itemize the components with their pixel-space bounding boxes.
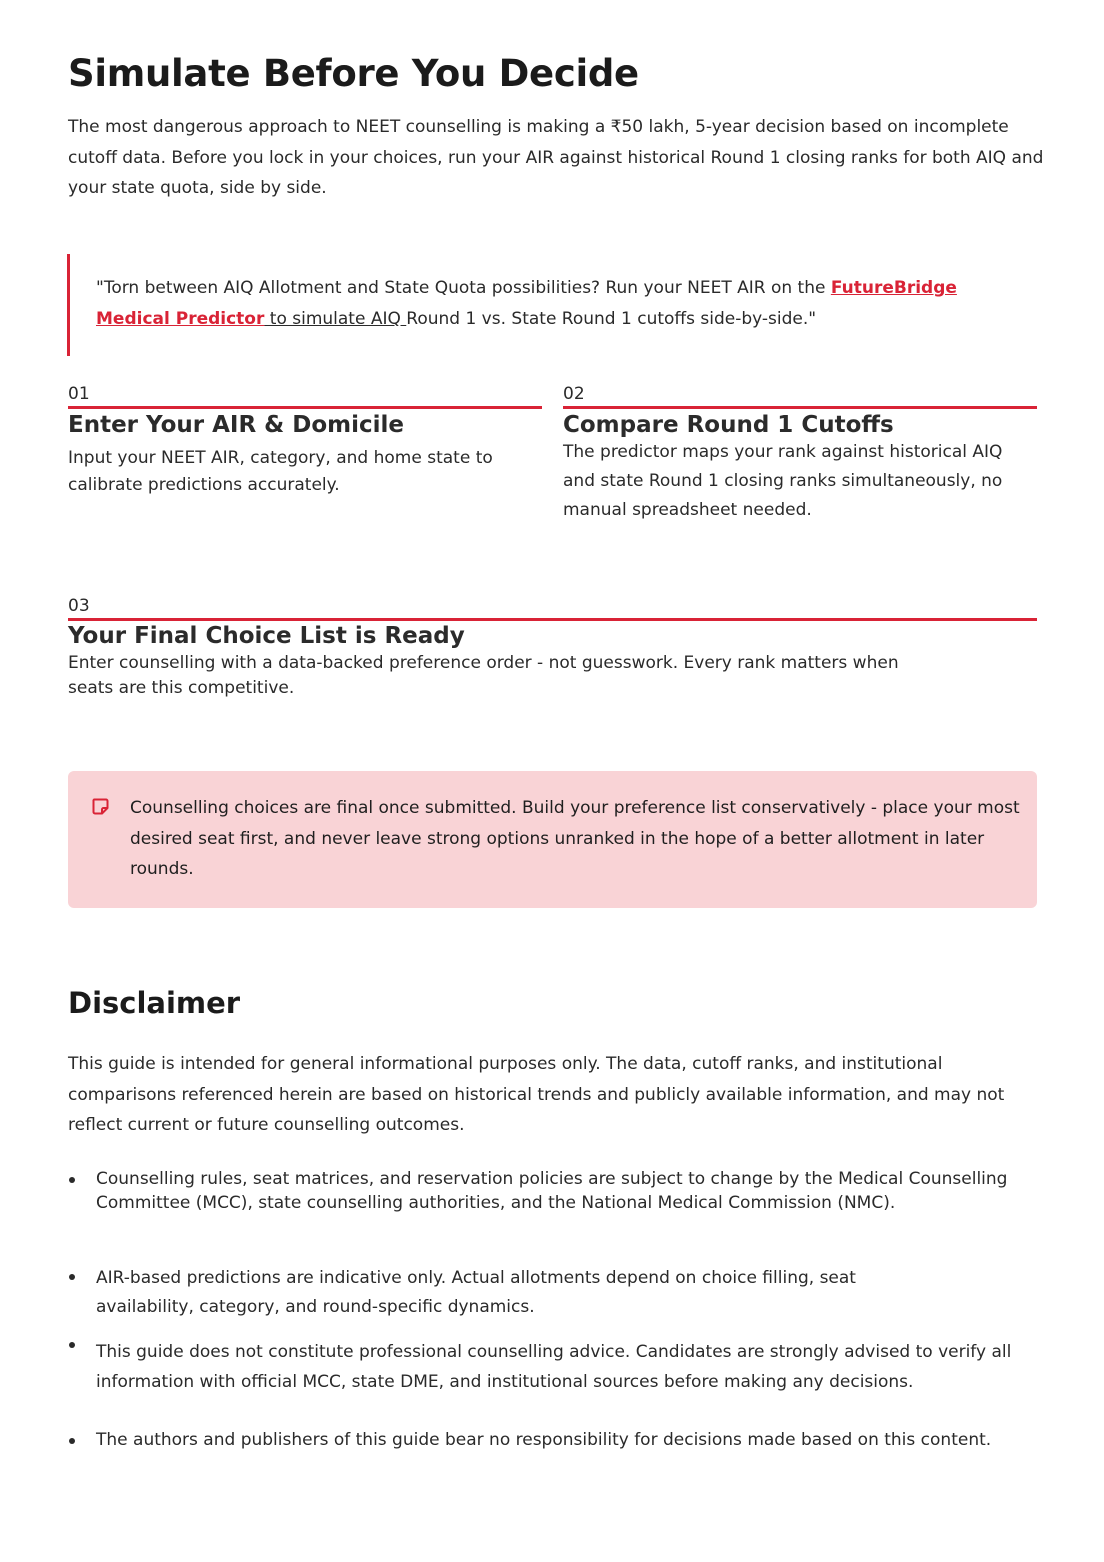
bullet-4-dot [69, 1438, 75, 1444]
step-1-title: Enter Your AIR & Domicile [68, 412, 404, 438]
quote-accent-bar [67, 254, 70, 356]
quote-link-tail: to simulate AIQ [264, 309, 407, 329]
step-3-rule [68, 618, 1037, 621]
step-1-rule [68, 406, 542, 409]
disclaimer-bullet-4: The authors and publishers of this guide bear no responsibility for decisions made based on this content. [96, 1430, 992, 1450]
step-1-description: Input your NEET AIR, category, and home state to calibrate predictions accurately. [68, 448, 493, 495]
step-3-title: Your Final Choice List is Ready [68, 623, 465, 649]
disclaimer-heading: Disclaimer [68, 986, 241, 1020]
quote-text-after: Round 1 vs. State Round 1 cutoffs side-by-side." [406, 309, 817, 329]
disclaimer-bullet-2: AIR-based predictions are indicative only. Actual allotments depend on choice filling, seat availability, category, and round-specific dynamics. [96, 1268, 856, 1317]
callout-text: Counselling choices are final once submitted. Build your preference list conservatively - place your most desired seat first, and never leave strong options unranked in the hope of a better allotment in later rounds. [130, 798, 1020, 879]
note-icon [91, 797, 109, 815]
bullet-2-dot [69, 1274, 75, 1280]
page-title: Simulate Before You Decide [68, 52, 639, 95]
step-3-number: 03 [68, 596, 90, 616]
step-3-description: Enter counselling with a data-backed preference order - not guesswork. Every rank matters when seats are this competitive. [68, 653, 899, 698]
bullet-3-dot [69, 1342, 75, 1348]
bullet-1-dot [69, 1177, 75, 1183]
step-2-description: The predictor maps your rank against historical AIQ and state Round 1 closing ranks simultaneously, no manual spreadsheet needed. [563, 442, 1003, 520]
intro-paragraph: The most dangerous approach to NEET counselling is making a ₹50 lakh, 5-year decision based on incomplete cutoff data. Before you lock in your choices, run your AIR against historical Round 1 closing ranks for both AIQ and your state quota, side by side. [68, 117, 1044, 198]
step-2-title: Compare Round 1 Cutoffs [563, 412, 894, 438]
disclaimer-intro: This guide is intended for general informational purposes only. The data, cutoff ranks, and institutional comparisons referenced herein are based on historical trends and publicly available information, and may not reflect current or future counselling outcomes. [68, 1054, 1005, 1135]
step-2-number: 02 [563, 384, 585, 404]
futurebridge-predictor-link[interactable]: FutureBridge Medical Predictor [96, 278, 957, 329]
step-1-number: 01 [68, 384, 90, 404]
disclaimer-bullet-3: This guide does not constitute professional counselling advice. Candidates are strongly advised to verify all information with official MCC, state DME, and institutional sources before making any decisions. [96, 1342, 1012, 1392]
quote-text-before: "Torn between AIQ Allotment and State Quota possibilities? Run your NEET AIR on the [96, 278, 831, 298]
step-2-rule [563, 406, 1037, 409]
predictor-quote [96, 273, 996, 335]
disclaimer-bullet-1: Counselling rules, seat matrices, and reservation policies are subject to change by the Medical Counselling Committee (MCC), state counselling authorities, and the National Medical Commission (NMC). [96, 1169, 1008, 1213]
